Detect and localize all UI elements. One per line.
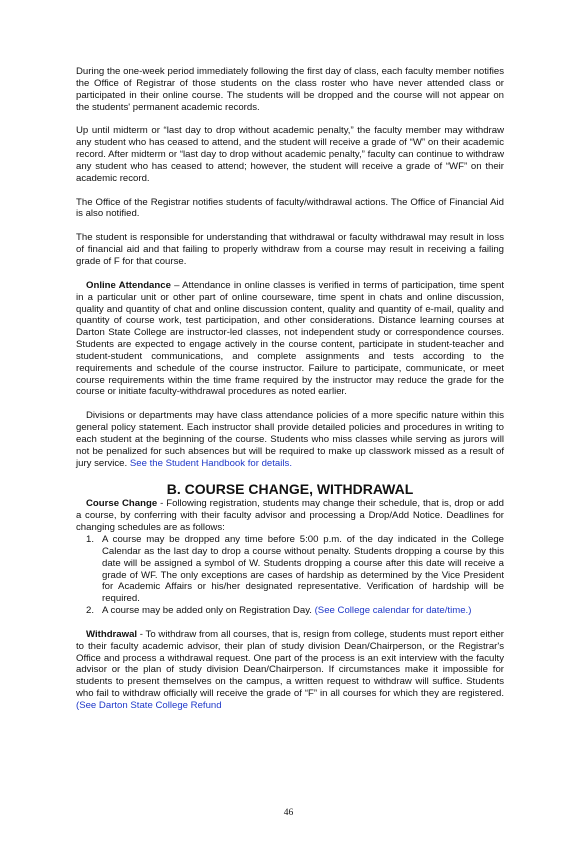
withdrawal-heading: Withdrawal (86, 628, 138, 640)
list-item-text: A course may be added only on Registration Day. (102, 605, 315, 617)
college-calendar-link[interactable]: (See College calendar for date/time.) (314, 605, 472, 617)
withdrawal-text: - To withdraw from all courses, that is, resign from college, students must report either to their faculty academic advisor, their plan of study division Dean/Chairperson, or the Registrar's Office and process a withdrawal request. One part of the process is an exit interview with the faculty advisor or the plan of study division Dean/Chairperson. If circumstances make it impossible for students to present themselves on the campus, a written request to withdraw will suffice. Students who fail to withdraw officially will receive the grade of “F” in all courses for which they are registered. (76, 628, 504, 700)
online-attendance-text: – Attendance in online classes is verified in terms of participation, time spent in a particular unit or other part of online courseware, time spent in chats and online discussion, quality and quantity of chat and online discussion content, quality and quantity of e-mail, quality and quantity of course work, test participation, and other considerations. Distance learning courses at Darton State College are instructor-led classes, not independent study or correspondence courses. Students are expected to engage actively in the course content, participate in student-teacher and student-student communications, and complete assignments and tests according to the requirements and schedule of the course instructor. Failure to participate, communicate, or meet course requirements within the time frame required by the instructor may reduce the grade for the course or initiate faculty-withdrawal procedures as noted earlier. (76, 279, 504, 398)
refund-policy-link[interactable]: (See Darton State College Refund (76, 699, 222, 711)
list-item-number: 2. (86, 605, 95, 617)
list-item (76, 605, 504, 617)
paragraph-withdrawal (76, 629, 504, 712)
student-handbook-link[interactable]: See the Student Handbook for details. (129, 457, 292, 469)
paragraph-roster-drop: During the one-week period immediately following the first day of class, each faculty member notifies the Office of Registrar of those students on the class roster who have never attended class or participated in their online course. The students will be dropped and the course will not appear on the students' permanent academic records. (76, 66, 504, 113)
paragraph-divisions (76, 410, 504, 469)
list-item-text: A course may be dropped any time before 5:00 p.m. of the day indicated in the College Calendar as the last day to drop a course without penalty. Students dropping a course by this date will be assigned a symbol of W. Students dropping a course after this date will receive a grade of WF. The only exceptions are cases of hardship as determined by the Vice President for Academic Affairs or his/her designated representative. Verification of hardship will be required. (102, 534, 504, 605)
document-page (76, 66, 504, 712)
deadline-list (76, 534, 504, 617)
section-b-heading: B. COURSE CHANGE, WITHDRAWAL (166, 481, 414, 498)
course-change-heading: Course Change (86, 498, 158, 510)
paragraph-course-change (76, 498, 504, 534)
paragraph-registrar-notice: The Office of the Registrar notifies students of faculty/withdrawal actions. The Office of Financial Aid is also notified. (76, 196, 504, 220)
page-number: 46 (283, 808, 294, 818)
online-attendance-heading: Online Attendance (86, 279, 171, 291)
paragraph-faculty-withdraw: Up until midterm or “last day to drop without academic penalty,” the faculty member may withdraw any student who has ceased to attend, and the student will receive a grade of “W” on their academic record. After midterm or “last day to drop without academic penalty,” faculty can continue to withdraw any student who has ceased to attend; however, the student will receive a grade of “WF” on their academic record. (76, 125, 504, 184)
divisions-text: Divisions or departments may have class attendance policies of a more specific nature within this general policy statement. Each instructor shall provide detailed policies and procedures in writing to each student at the beginning of the course. Students who miss classes while serving as jurors will not be penalized for such absences but will be required to make up classwork missed as a result of jury service. (76, 410, 504, 469)
list-item-number: 1. (86, 534, 95, 545)
list-item (76, 534, 504, 605)
paragraph-online-attendance (76, 280, 504, 398)
paragraph-student-responsibility: The student is responsible for understanding that withdrawal or faculty withdrawal may result in loss of financial aid and that failing to properly withdraw from a course may result in receiving a failing grade of F for that course. (76, 232, 504, 267)
course-change-text: - Following registration, students may change their schedule, that is, drop or add a course, by conferring with their faculty advisor and processing a Drop/Add Notice. Deadlines for changing schedules are as follows: (76, 498, 504, 534)
